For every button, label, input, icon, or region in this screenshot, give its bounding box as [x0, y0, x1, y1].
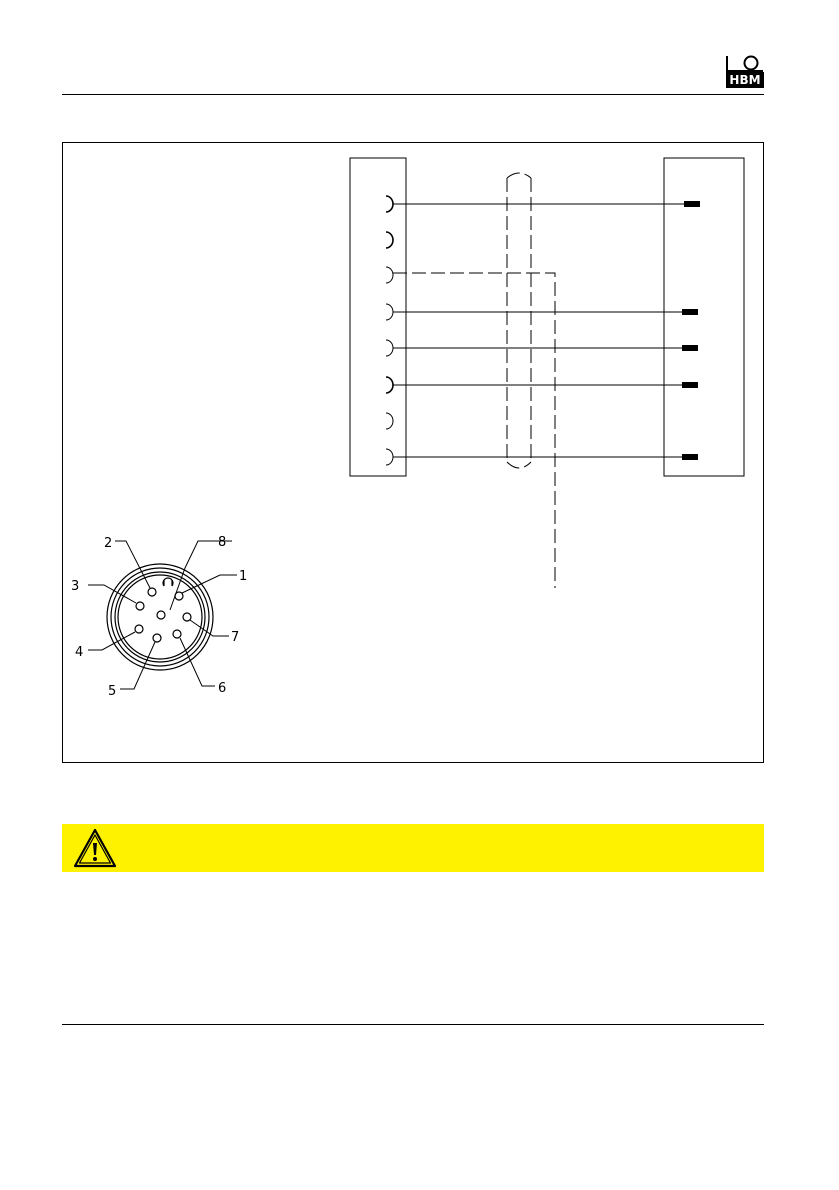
pin-label-2: 2	[104, 536, 113, 551]
pin-labels	[71, 535, 247, 699]
right-contacts	[682, 201, 700, 460]
pin-label-3: 3	[71, 579, 80, 594]
pin-label-6: 6	[218, 681, 227, 696]
footer-rule	[62, 1024, 764, 1025]
pin-label-7: 7	[231, 630, 240, 645]
warning-triangle-icon	[72, 826, 118, 870]
pin-label-5: 5	[108, 684, 117, 699]
pin-leaders	[88, 541, 240, 689]
right-terminal-block	[664, 158, 744, 476]
left-contacts	[386, 196, 393, 465]
pin-label-4: 4	[75, 645, 84, 660]
circular-connector	[107, 564, 213, 670]
cable-shield	[393, 173, 555, 588]
pin-label-8: 8	[218, 535, 227, 550]
logo-text: HBM	[726, 72, 764, 88]
wires	[393, 204, 684, 457]
left-terminal-block	[350, 158, 406, 476]
warning-banner	[62, 824, 764, 872]
pin-label-1: 1	[239, 569, 248, 584]
